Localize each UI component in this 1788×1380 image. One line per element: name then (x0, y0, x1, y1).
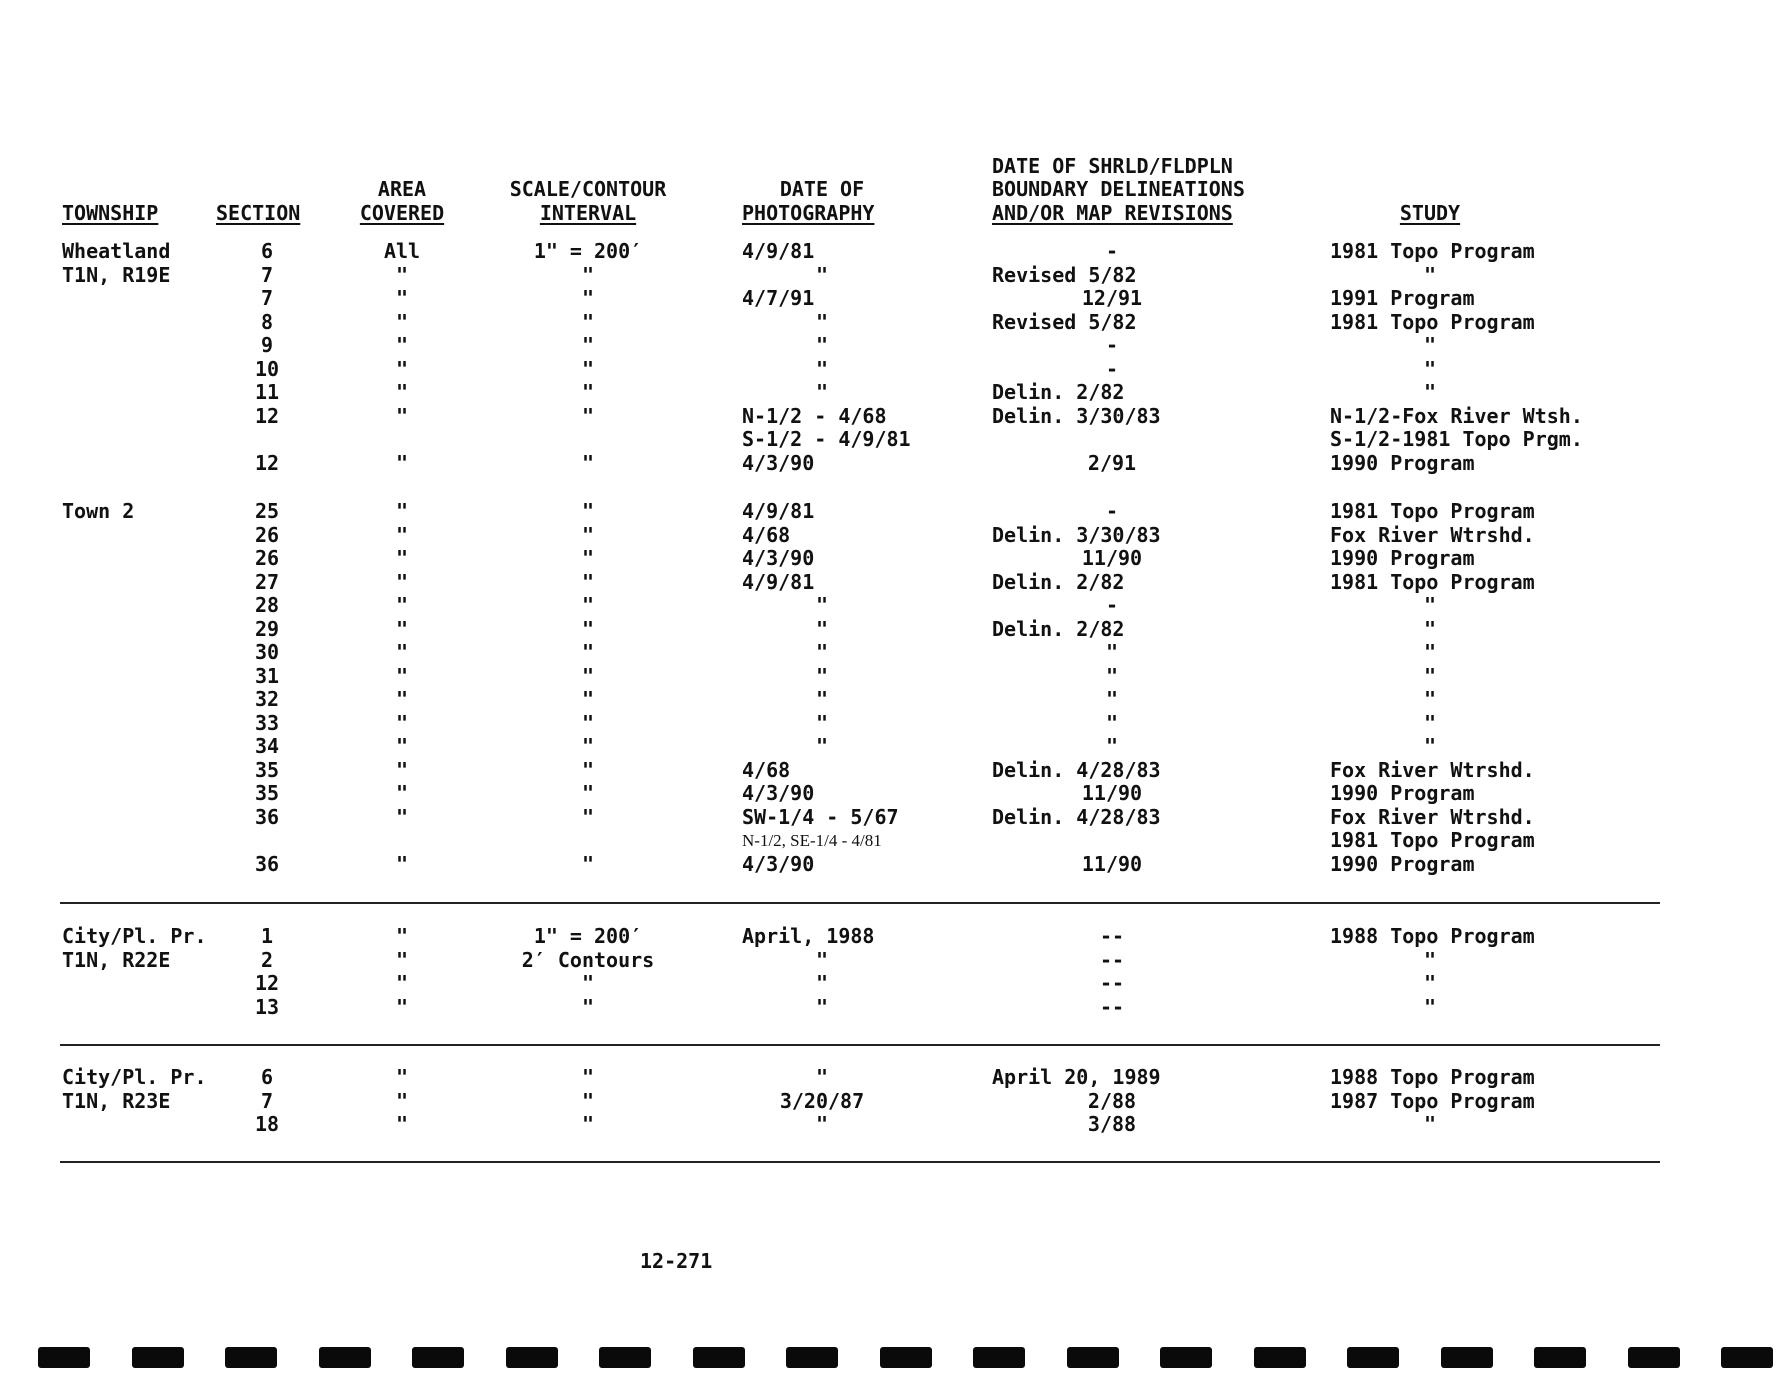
scale-cell: " (581, 1112, 595, 1136)
study-cell: " (1423, 262, 1437, 287)
study-cell: " (1423, 663, 1437, 688)
section-cell: 34 (254, 734, 280, 758)
area-cell: " (395, 710, 409, 735)
photo-date-cell: " (815, 262, 829, 287)
delineation-cell: Delin. 4/28/83 (992, 804, 1161, 829)
section-cell: 13 (254, 994, 280, 1019)
photo-date-cell: " (815, 994, 829, 1019)
study-cell: 1981 Topo Program (1330, 569, 1535, 594)
study-cell: 1981 Topo Program (1330, 239, 1535, 263)
photo-date-cell: " (815, 687, 829, 711)
scale-cell: " (581, 286, 595, 310)
table-row (0, 712, 1788, 736)
township-cell: T1N, R22E (62, 947, 171, 972)
table-row (0, 264, 1788, 288)
scale-cell: " (581, 616, 595, 641)
study-cell: 1988 Topo Program (1330, 924, 1535, 948)
photo-date-cell: 4/68 (742, 522, 791, 547)
section-cell: 6 (260, 1065, 274, 1089)
section-cell: 7 (260, 286, 274, 310)
photo-date-cell: SW-1/4 - 5/67 (742, 804, 899, 829)
photo-date-cell: 4/3/90 (742, 781, 815, 805)
perforation-bar (1254, 1347, 1306, 1368)
delineation-cell: " (1105, 663, 1119, 688)
study-cell: Fox River Wtrshd. (1330, 522, 1535, 547)
study-cell: " (1423, 1112, 1437, 1136)
table-row (0, 1113, 1788, 1137)
table-row (0, 641, 1788, 665)
photo-date-cell: " (815, 1065, 829, 1089)
section-cell: 35 (254, 757, 280, 782)
area-cell: " (395, 640, 409, 664)
section-cell: 28 (254, 593, 280, 617)
delineation-cell: 2/88 (1087, 1088, 1137, 1113)
table-header (0, 150, 1788, 225)
scale-cell: " (581, 757, 595, 782)
section-cell: 2 (260, 947, 274, 972)
section-cell: 32 (254, 687, 280, 711)
photo-date-cell: 4/7/91 (742, 286, 815, 310)
header-study: STUDY (1399, 200, 1461, 225)
table-row (0, 972, 1788, 996)
photo-date-cell: " (815, 309, 829, 334)
section-cell: 1 (260, 924, 274, 948)
photo-date-cell: " (815, 333, 829, 357)
section-cell: 9 (260, 333, 274, 357)
delineation-cell: 11/90 (1081, 851, 1143, 876)
scale-cell: " (581, 546, 595, 570)
photo-date-cell: " (815, 356, 829, 381)
delineation-cell: -- (1099, 971, 1125, 995)
area-cell: " (395, 734, 409, 758)
area-cell: " (395, 309, 409, 334)
section-cell: 12 (254, 971, 280, 995)
study-cell: 1990 Program (1330, 450, 1475, 475)
perforation-bar (1441, 1347, 1493, 1368)
photo-date-cell: " (815, 616, 829, 641)
study-cell: 1987 Topo Program (1330, 1088, 1535, 1113)
area-cell: " (395, 971, 409, 995)
area-cell: " (395, 851, 409, 876)
township-cell: T1N, R23E (62, 1088, 171, 1113)
township-cell: City/Pl. Pr. (62, 1065, 207, 1089)
delineation-cell: Delin. 3/30/83 (992, 403, 1161, 428)
table-row (0, 381, 1788, 405)
study-cell: 1990 Program (1330, 781, 1475, 805)
perforation-bar (1067, 1347, 1119, 1368)
photo-date-cell: 4/9/81 (742, 569, 815, 594)
table-row (0, 524, 1788, 548)
study-cell: 1981 Topo Program (1330, 828, 1535, 852)
section-cell: 11 (254, 380, 280, 404)
scale-cell: " (581, 781, 595, 805)
study-cell: " (1423, 616, 1437, 641)
photo-date-cell: " (815, 593, 829, 617)
study-cell: S-1/2-1981 Topo Prgm. (1330, 427, 1583, 451)
area-cell: " (395, 262, 409, 287)
table-row (0, 1090, 1788, 1114)
study-cell: " (1423, 994, 1437, 1019)
perforation-bars (38, 1347, 1778, 1369)
delineation-cell: Delin. 4/28/83 (992, 757, 1161, 782)
perforation-bar (38, 1347, 90, 1368)
perforation-bar (1628, 1347, 1680, 1368)
scale-cell: " (581, 569, 595, 594)
delineation-cell: -- (1099, 924, 1125, 948)
area-cell: " (395, 522, 409, 547)
area-cell: " (395, 757, 409, 782)
photo-date-cell: " (815, 710, 829, 735)
section-cell: 10 (254, 356, 280, 381)
table-row (0, 287, 1788, 311)
scale-cell: " (581, 262, 595, 287)
perforation-bar (1347, 1347, 1399, 1368)
delineation-cell: Delin. 2/82 (992, 380, 1125, 404)
section-cell: 18 (254, 1112, 280, 1136)
photo-date-cell: N-1/2 - 4/68 (742, 403, 887, 428)
header-scale-line1: SCALE/CONTOUR (509, 177, 667, 201)
table-row (0, 334, 1788, 358)
study-cell: " (1423, 333, 1437, 357)
delineation-cell: April 20, 1989 (992, 1065, 1161, 1089)
area-cell: " (395, 333, 409, 357)
area-cell: " (395, 1112, 409, 1136)
scale-cell: 1" = 200′ (533, 924, 643, 948)
photo-date-cell: April, 1988 (742, 924, 875, 948)
delineation-cell: Delin. 2/82 (992, 569, 1125, 594)
delineation-cell: 12/91 (1081, 286, 1143, 310)
section-cell: 12 (254, 450, 280, 475)
perforation-bar (973, 1347, 1025, 1368)
area-cell: " (395, 380, 409, 404)
area-cell: " (395, 499, 409, 523)
photo-date-cell: " (815, 947, 829, 972)
table-row (0, 1066, 1788, 1090)
perforation-bar (412, 1347, 464, 1368)
scale-cell: " (581, 687, 595, 711)
area-cell: " (395, 804, 409, 829)
area-cell: " (395, 593, 409, 617)
table-row (0, 759, 1788, 783)
delineation-cell: 2/91 (1087, 450, 1137, 475)
photo-date-cell: " (815, 663, 829, 688)
delineation-cell: - (1105, 499, 1119, 523)
area-cell: " (395, 687, 409, 711)
scale-cell: " (581, 851, 595, 876)
scale-cell: " (581, 804, 595, 829)
table-row (0, 782, 1788, 806)
scale-cell: 2′ Contours (521, 947, 655, 972)
area-cell: " (395, 663, 409, 688)
photo-date-cell: 3/20/87 (779, 1088, 865, 1113)
scale-cell: " (581, 499, 595, 523)
study-cell: " (1423, 971, 1437, 995)
scale-cell: " (581, 333, 595, 357)
area-cell: " (395, 546, 409, 570)
delineation-cell: " (1105, 640, 1119, 664)
header-delin-line2: BOUNDARY DELINEATIONS (992, 177, 1245, 201)
study-cell: " (1423, 710, 1437, 735)
scale-cell: " (581, 522, 595, 547)
table-row (0, 240, 1788, 264)
study-cell: 1981 Topo Program (1330, 309, 1535, 334)
delineation-cell: - (1105, 239, 1119, 263)
table-block-city-r23e (0, 1066, 1788, 1137)
table-row (0, 688, 1788, 712)
delineation-cell: " (1105, 687, 1119, 711)
study-cell: " (1423, 734, 1437, 758)
section-cell: 31 (254, 663, 280, 688)
scale-cell: " (581, 994, 595, 1019)
table-row (0, 925, 1788, 949)
area-cell: " (395, 1065, 409, 1089)
study-cell: N-1/2-Fox River Wtsh. (1330, 403, 1583, 428)
table-row (0, 996, 1788, 1020)
section-cell: 7 (260, 262, 274, 287)
area-cell: " (395, 616, 409, 641)
study-cell: " (1423, 380, 1437, 404)
photo-date-cell: " (815, 1112, 829, 1136)
section-cell: 29 (254, 616, 280, 641)
area-cell: " (395, 947, 409, 972)
scale-cell: " (581, 663, 595, 688)
delineation-cell: " (1105, 710, 1119, 735)
section-cell: 33 (254, 710, 280, 735)
scale-cell: " (581, 1065, 595, 1089)
header-area-line2: COVERED (359, 200, 445, 225)
divider-line (60, 902, 1660, 904)
section-cell: 36 (254, 851, 280, 876)
table-row (0, 428, 1788, 452)
delineation-cell: - (1105, 333, 1119, 357)
photo-date-cell: " (815, 734, 829, 758)
scale-cell: " (581, 593, 595, 617)
header-section: SECTION (216, 200, 301, 225)
area-cell: " (395, 781, 409, 805)
scale-cell: " (581, 734, 595, 758)
divider-line (60, 1161, 1660, 1163)
scale-cell: 1" = 200′ (533, 239, 643, 263)
table-row (0, 665, 1788, 689)
scale-cell: " (581, 1088, 595, 1113)
section-cell: 26 (254, 522, 280, 547)
delineation-cell: 11/90 (1081, 781, 1143, 805)
scale-cell: " (581, 710, 595, 735)
table-row (0, 500, 1788, 524)
photo-date-cell: N-1/2, SE-1/4 - 4/81 (742, 831, 882, 850)
photo-date-cell: " (815, 380, 829, 404)
perforation-bar (599, 1347, 651, 1368)
table-row (0, 594, 1788, 618)
table-row (0, 806, 1788, 830)
delineation-cell: Revised 5/82 (992, 262, 1137, 287)
photo-date-cell: " (815, 971, 829, 995)
table-block-city-r22e (0, 925, 1788, 1019)
delineation-cell: - (1105, 356, 1119, 381)
area-cell: " (395, 450, 409, 475)
perforation-bar (1160, 1347, 1212, 1368)
study-cell: " (1423, 356, 1437, 381)
delineation-cell: Delin. 2/82 (992, 616, 1125, 641)
section-cell: 25 (254, 499, 280, 523)
perforation-bar (506, 1347, 558, 1368)
header-delin-line3: AND/OR MAP REVISIONS (992, 200, 1233, 225)
delineation-cell: -- (1099, 994, 1125, 1019)
delineation-cell: 3/88 (1087, 1112, 1137, 1136)
township-cell: Wheatland (62, 239, 171, 263)
township-cell: Town 2 (62, 499, 135, 523)
area-cell: " (395, 924, 409, 948)
study-cell: 1990 Program (1330, 851, 1475, 876)
scale-cell: " (581, 309, 595, 334)
study-cell: " (1423, 687, 1437, 711)
delineation-cell: 11/90 (1081, 546, 1143, 570)
table-block-town-2 (0, 500, 1788, 876)
section-cell: 36 (254, 804, 280, 829)
delineation-cell: - (1105, 593, 1119, 617)
perforation-bar (225, 1347, 277, 1368)
photo-date-cell: 4/9/81 (742, 239, 815, 263)
perforation-bar (1534, 1347, 1586, 1368)
perforation-bar (880, 1347, 932, 1368)
area-cell: " (395, 569, 409, 594)
study-cell: 1990 Program (1330, 546, 1475, 570)
delineation-cell: Delin. 3/30/83 (992, 522, 1161, 547)
study-cell: 1991 Program (1330, 286, 1475, 310)
table-row (0, 311, 1788, 335)
study-cell: Fox River Wtrshd. (1330, 757, 1535, 782)
table-row (0, 949, 1788, 973)
table-row (0, 735, 1788, 759)
photo-date-cell: " (815, 640, 829, 664)
photo-date-cell: 4/9/81 (742, 499, 815, 523)
scale-cell: " (581, 971, 595, 995)
delineation-cell: Revised 5/82 (992, 309, 1137, 334)
photo-date-cell: 4/68 (742, 757, 791, 782)
study-cell: " (1423, 947, 1437, 972)
header-photo-line2: PHOTOGRAPHY (742, 200, 875, 225)
section-cell: 27 (254, 569, 280, 594)
table-row (0, 452, 1788, 476)
delineation-cell: " (1105, 734, 1119, 758)
table-row (0, 618, 1788, 642)
study-cell: 1988 Topo Program (1330, 1065, 1535, 1089)
header-photo-line1: DATE OF (779, 177, 865, 201)
section-cell: 35 (254, 781, 280, 805)
table-row (0, 829, 1788, 853)
table-row (0, 358, 1788, 382)
section-cell: 12 (254, 403, 280, 428)
header-scale-line2: INTERVAL (539, 200, 637, 225)
area-cell: " (395, 403, 409, 428)
study-cell: Fox River Wtrshd. (1330, 804, 1535, 829)
scale-cell: " (581, 450, 595, 475)
area-cell: " (395, 286, 409, 310)
area-cell: " (395, 994, 409, 1019)
perforation-bar (693, 1347, 745, 1368)
section-cell: 6 (260, 239, 274, 263)
section-cell: 7 (260, 1088, 274, 1113)
section-cell: 26 (254, 546, 280, 570)
photo-date-cell: 4/3/90 (742, 546, 815, 570)
table-block-wheatland (0, 240, 1788, 475)
scale-cell: " (581, 380, 595, 404)
area-cell: All (383, 239, 421, 263)
divider-line (60, 1044, 1660, 1046)
scale-cell: " (581, 640, 595, 664)
header-delin-line1: DATE OF SHRLD/FLDPLN (992, 153, 1233, 178)
photo-date-cell: S-1/2 - 4/9/81 (742, 427, 911, 451)
table-row (0, 547, 1788, 571)
delineation-cell: -- (1099, 947, 1125, 972)
section-cell: 30 (254, 640, 280, 664)
perforation-bar (132, 1347, 184, 1368)
photo-date-cell: 4/3/90 (742, 851, 815, 876)
page-number: 12-271 (640, 1249, 713, 1273)
photo-date-cell: 4/3/90 (742, 450, 815, 475)
header-township: TOWNSHIP (62, 200, 159, 225)
table-row (0, 571, 1788, 595)
perforation-bar (786, 1347, 838, 1368)
area-cell: " (395, 1088, 409, 1113)
perforation-bar (319, 1347, 371, 1368)
study-cell: " (1423, 640, 1437, 664)
section-cell: 8 (260, 309, 274, 334)
township-cell: T1N, R19E (62, 262, 171, 287)
area-cell: " (395, 356, 409, 381)
table-row (0, 405, 1788, 429)
study-cell: " (1423, 593, 1437, 617)
scale-cell: " (581, 403, 595, 428)
study-cell: 1981 Topo Program (1330, 499, 1535, 523)
perforation-bar (1721, 1347, 1773, 1368)
header-area-line1: AREA (377, 177, 427, 201)
township-cell: City/Pl. Pr. (62, 924, 207, 948)
scale-cell: " (581, 356, 595, 381)
table-row (0, 853, 1788, 877)
